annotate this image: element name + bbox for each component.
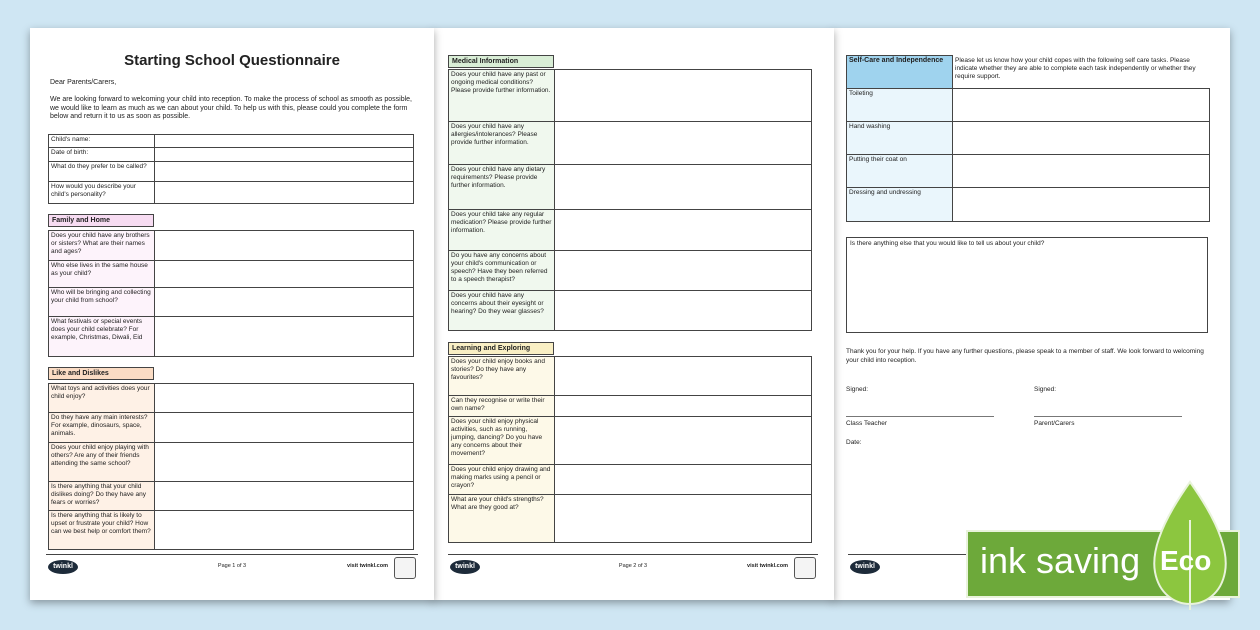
label-toileting: Toileting <box>847 89 953 122</box>
family-table <box>48 230 414 357</box>
page-1-footer <box>46 554 418 580</box>
visit-link[interactable]: visit twinkl.com <box>747 563 788 569</box>
page-number: Page 2 of 3 <box>618 563 648 569</box>
label-personality: How would you describe your child's personality? <box>49 182 155 204</box>
basic-info-table <box>48 134 414 204</box>
field-bringing-collecting[interactable] <box>155 288 414 317</box>
label-dislikes: Is there anything that your child dislikes doing? Do they have any fears or worries? <box>49 482 155 511</box>
selfcare-table <box>846 55 1210 222</box>
field-upset[interactable] <box>155 511 414 550</box>
field-physical[interactable] <box>555 417 812 465</box>
page-2-footer <box>448 554 818 580</box>
twinkl-logo: twinkl <box>48 560 78 574</box>
field-toys-activities[interactable] <box>155 384 414 413</box>
field-dislikes[interactable] <box>155 482 414 511</box>
ink-saving-label: ink saving <box>980 540 1141 581</box>
field-dietary[interactable] <box>555 165 812 210</box>
page-2 <box>432 28 834 600</box>
field-medical-conditions[interactable] <box>555 70 812 122</box>
label-medical-conditions: Does your child have any past or ongoing medical conditions? Please provide further information. <box>449 70 555 122</box>
label-speech: Do you have any concerns about your child's communication or speech? Have they been referred to a speech therapist? <box>449 251 555 291</box>
quality-badge-icon <box>394 557 416 579</box>
field-books[interactable] <box>555 357 812 396</box>
label-upset: Is there anything that is likely to upset or frustrate your child? How can we best help or comfort them? <box>49 511 155 550</box>
medical-table <box>448 69 812 331</box>
teacher-signature-line[interactable] <box>846 416 994 417</box>
field-childs-name[interactable] <box>155 135 414 148</box>
medical-header: Medical Information <box>448 55 554 68</box>
likes-table <box>48 383 414 550</box>
thanks-text: Thank you for your help. If you have any further questions, please speak to a member of staff. We look forward to welcoming your child into reception. <box>846 348 1204 364</box>
signed-label-teacher: Signed: <box>846 386 869 393</box>
selfcare-note: Please let us know how your child copes with the following self care tasks. Please indicate whether they are able to complete each task independently or whether they require support. <box>955 56 1196 80</box>
label-hand-washing: Hand washing <box>847 122 953 155</box>
label-dressing: Dressing and undressing <box>847 188 953 222</box>
parent-label: Parent/Carers <box>1034 420 1075 427</box>
learning-header: Learning and Exploring <box>448 342 554 355</box>
label-interests: Do they have any main interests? For example, dinosaurs, space, animals. <box>49 413 155 443</box>
class-teacher-label: Class Teacher <box>846 420 888 427</box>
field-drawing[interactable] <box>555 465 812 495</box>
intro-text: We are looking forward to welcoming your child into reception. To make the process of school as smooth as possible, we would like to learn as much as we can about your child. To help us with this, please could you complete the form below and return it to us as soon as possible. <box>50 96 412 120</box>
label-drawing: Does your child enjoy drawing and making marks using a pencil or crayon? <box>449 465 555 495</box>
field-date-of-birth[interactable] <box>155 148 414 162</box>
label-eyesight: Does your child have any concerns about their eyesight or hearing? Do they wear glasses? <box>449 291 555 331</box>
eco-label: Eco <box>1160 545 1212 576</box>
field-personality[interactable] <box>155 182 414 204</box>
twinkl-logo: twinkl <box>850 560 880 574</box>
field-dressing[interactable] <box>953 188 1210 222</box>
label-toys-activities: What toys and activities does your child enjoy? <box>49 384 155 413</box>
label-allergies: Does your child have any allergies/intolerances? Please provide further information. <box>449 122 555 165</box>
field-speech[interactable] <box>555 251 812 291</box>
field-medication[interactable] <box>555 210 812 251</box>
signed-label-parent: Signed: <box>1034 386 1057 393</box>
field-allergies[interactable] <box>555 122 812 165</box>
anything-else-box[interactable]: Is there anything else that you would like to tell us about your child? <box>846 237 1208 333</box>
field-hand-washing[interactable] <box>953 122 1210 155</box>
field-coat[interactable] <box>953 155 1210 188</box>
label-medication: Does your child take any regular medication? Please provide further information. <box>449 210 555 251</box>
quality-badge-icon <box>794 557 816 579</box>
page-number: Page 1 of 3 <box>217 563 247 569</box>
learning-table <box>448 356 812 543</box>
field-interests[interactable] <box>155 413 414 443</box>
label-coat: Putting their coat on <box>847 155 953 188</box>
likes-header: Like and Dislikes <box>48 367 154 380</box>
label-strengths: What are your child's strengths? What are they good at? <box>449 495 555 543</box>
field-toileting[interactable] <box>953 89 1210 122</box>
label-books: Does your child enjoy books and stories? Do they have any favourites? <box>449 357 555 396</box>
selfcare-header: Self-Care and Independence <box>847 56 953 89</box>
label-childs-name: Child's name: <box>49 135 155 148</box>
label-household: Who else lives in the same house as your child? <box>49 261 155 288</box>
field-household[interactable] <box>155 261 414 288</box>
label-date-of-birth: Date of birth: <box>49 148 155 162</box>
label-festivals: What festivals or special events does your child celebrate? For example, Christmas, Diwali, Eid <box>49 317 155 357</box>
field-playing-with-others[interactable] <box>155 443 414 482</box>
label-playing-with-others: Does your child enjoy playing with others? Are any of their friends attending the same school? <box>49 443 155 482</box>
field-preferred-name[interactable] <box>155 162 414 182</box>
field-siblings[interactable] <box>155 231 414 261</box>
visit-link[interactable]: visit twinkl.com <box>347 563 388 569</box>
label-preferred-name: What do they prefer to be called? <box>49 162 155 182</box>
field-strengths[interactable] <box>555 495 812 543</box>
label-dietary: Does your child have any dietary requirements? Please provide further information. <box>449 165 555 210</box>
twinkl-logo: twinkl <box>450 560 480 574</box>
field-own-name[interactable] <box>555 396 812 417</box>
page-1 <box>30 28 434 600</box>
parent-signature-line[interactable] <box>1034 416 1182 417</box>
label-bringing-collecting: Who will be bringing and collecting your child from school? <box>49 288 155 317</box>
greeting: Dear Parents/Carers, <box>50 79 117 86</box>
date-label: Date: <box>846 439 862 446</box>
family-header: Family and Home <box>48 214 154 227</box>
page-title: Starting School Questionnaire <box>124 52 340 69</box>
label-siblings: Does your child have any brothers or sisters? What are their names and ages? <box>49 231 155 261</box>
field-festivals[interactable] <box>155 317 414 357</box>
label-own-name: Can they recognise or write their own name? <box>449 396 555 417</box>
field-eyesight[interactable] <box>555 291 812 331</box>
label-physical: Does your child enjoy physical activities, such as running, jumping, dancing? Do you have any concerns about their movement? <box>449 417 555 465</box>
